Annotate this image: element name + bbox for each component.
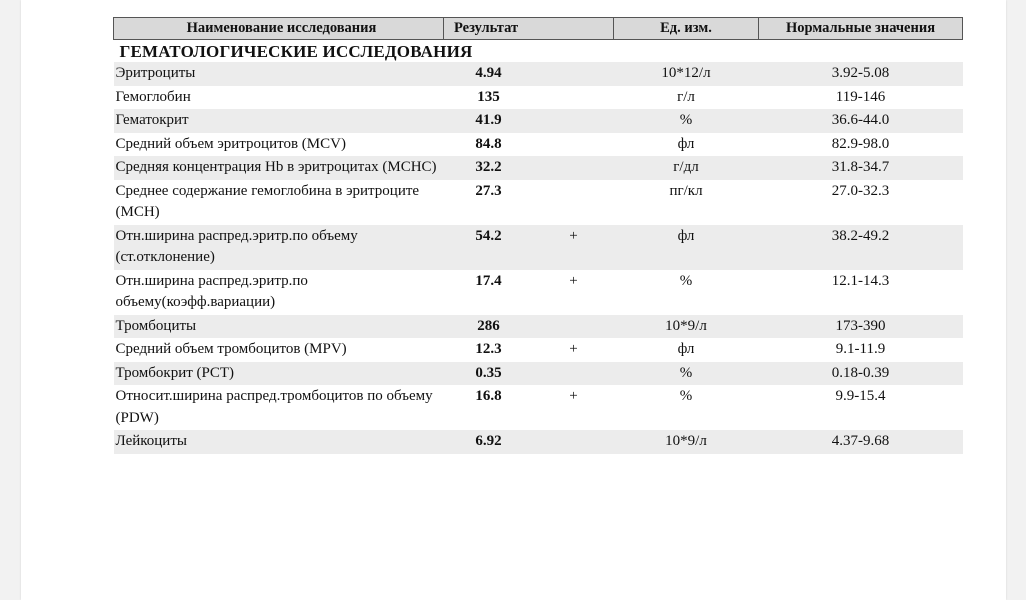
- document-page: [21, 0, 1006, 600]
- abnormal-flag-cell: [534, 315, 614, 339]
- test-name-cell: Тромбоциты: [114, 315, 444, 339]
- unit-cell: г/л: [614, 86, 759, 110]
- table-row: [114, 338, 963, 362]
- normal-range-cell: 173-390: [759, 315, 963, 339]
- test-name-cell: Эритроциты: [114, 62, 444, 86]
- test-name-cell: Гематокрит: [114, 109, 444, 133]
- normal-range-cell: 12.1-14.3: [759, 270, 963, 315]
- normal-range-cell: 9.9-15.4: [759, 385, 963, 430]
- table-row: [114, 156, 963, 180]
- unit-cell: %: [614, 362, 759, 386]
- abnormal-flag-cell: [534, 430, 614, 454]
- result-value-cell: 4.94: [444, 62, 534, 86]
- test-name-cell: Относит.ширина распред.тромбоцитов по объему (PDW): [114, 385, 444, 430]
- test-name-cell: Отн.ширина распред.эритр.по объему (ст.отклонение): [114, 225, 444, 270]
- normal-range-cell: 27.0-32.3: [759, 180, 963, 225]
- table-row: [114, 133, 963, 157]
- table-row: [114, 109, 963, 133]
- test-name-cell: Тромбокрит (PCT): [114, 362, 444, 386]
- table-row: [114, 362, 963, 386]
- unit-cell: пг/кл: [614, 180, 759, 225]
- normal-range-cell: 82.9-98.0: [759, 133, 963, 157]
- table-row: [114, 180, 963, 225]
- normal-range-cell: 38.2-49.2: [759, 225, 963, 270]
- result-value-cell: 17.4: [444, 270, 534, 315]
- unit-cell: %: [614, 109, 759, 133]
- header-result: Результат: [444, 18, 614, 40]
- unit-cell: 10*12/л: [614, 62, 759, 86]
- abnormal-flag-cell: [534, 362, 614, 386]
- table-row: [114, 385, 963, 430]
- section-header-row: [114, 40, 963, 63]
- unit-cell: фл: [614, 338, 759, 362]
- table-row: [114, 225, 963, 270]
- unit-cell: %: [614, 385, 759, 430]
- table-row: [114, 270, 963, 315]
- header-normal-range: Нормальные значения: [759, 18, 963, 40]
- result-value-cell: 12.3: [444, 338, 534, 362]
- result-value-cell: 54.2: [444, 225, 534, 270]
- result-value-cell: 41.9: [444, 109, 534, 133]
- normal-range-cell: 0.18-0.39: [759, 362, 963, 386]
- normal-range-cell: 36.6-44.0: [759, 109, 963, 133]
- abnormal-flag-cell: [534, 86, 614, 110]
- unit-cell: г/дл: [614, 156, 759, 180]
- test-name-cell: Лейкоциты: [114, 430, 444, 454]
- result-value-cell: 32.2: [444, 156, 534, 180]
- table-row: [114, 315, 963, 339]
- lab-results-table: [113, 17, 963, 454]
- section-title: ГЕМАТОЛОГИЧЕСКИЕ ИССЛЕДОВАНИЯ: [119, 42, 473, 61]
- test-name-cell: Среднее содержание гемоглобина в эритроците (MCH): [114, 180, 444, 225]
- unit-cell: %: [614, 270, 759, 315]
- result-value-cell: 27.3: [444, 180, 534, 225]
- abnormal-flag-cell: [534, 156, 614, 180]
- normal-range-cell: 4.37-9.68: [759, 430, 963, 454]
- abnormal-flag-cell: [534, 109, 614, 133]
- table-row: [114, 86, 963, 110]
- unit-cell: 10*9/л: [614, 315, 759, 339]
- abnormal-flag-cell: [534, 62, 614, 86]
- result-value-cell: 6.92: [444, 430, 534, 454]
- header-unit: Ед. изм.: [614, 18, 759, 40]
- result-value-cell: 84.8: [444, 133, 534, 157]
- table-header-row: [114, 18, 963, 40]
- normal-range-cell: 3.92-5.08: [759, 62, 963, 86]
- result-value-cell: 16.8: [444, 385, 534, 430]
- unit-cell: фл: [614, 225, 759, 270]
- unit-cell: 10*9/л: [614, 430, 759, 454]
- test-name-cell: Гемоглобин: [114, 86, 444, 110]
- result-value-cell: 286: [444, 315, 534, 339]
- table-row: [114, 62, 963, 86]
- abnormal-flag-cell: +: [534, 338, 614, 362]
- abnormal-flag-cell: +: [534, 270, 614, 315]
- header-test-name: Наименование исследования: [114, 18, 444, 40]
- test-name-cell: Средний объем эритроцитов (MCV): [114, 133, 444, 157]
- test-name-cell: Средний объем тромбоцитов (MPV): [114, 338, 444, 362]
- result-value-cell: 135: [444, 86, 534, 110]
- unit-cell: фл: [614, 133, 759, 157]
- normal-range-cell: 31.8-34.7: [759, 156, 963, 180]
- abnormal-flag-cell: [534, 133, 614, 157]
- table-row: [114, 430, 963, 454]
- result-value-cell: 0.35: [444, 362, 534, 386]
- abnormal-flag-cell: +: [534, 385, 614, 430]
- test-name-cell: Отн.ширина распред.эритр.по объему(коэфф.вариации): [114, 270, 444, 315]
- normal-range-cell: 9.1-11.9: [759, 338, 963, 362]
- abnormal-flag-cell: +: [534, 225, 614, 270]
- abnormal-flag-cell: [534, 180, 614, 225]
- test-name-cell: Средняя концентрация Hb в эритроцитах (MCHC): [114, 156, 444, 180]
- normal-range-cell: 119-146: [759, 86, 963, 110]
